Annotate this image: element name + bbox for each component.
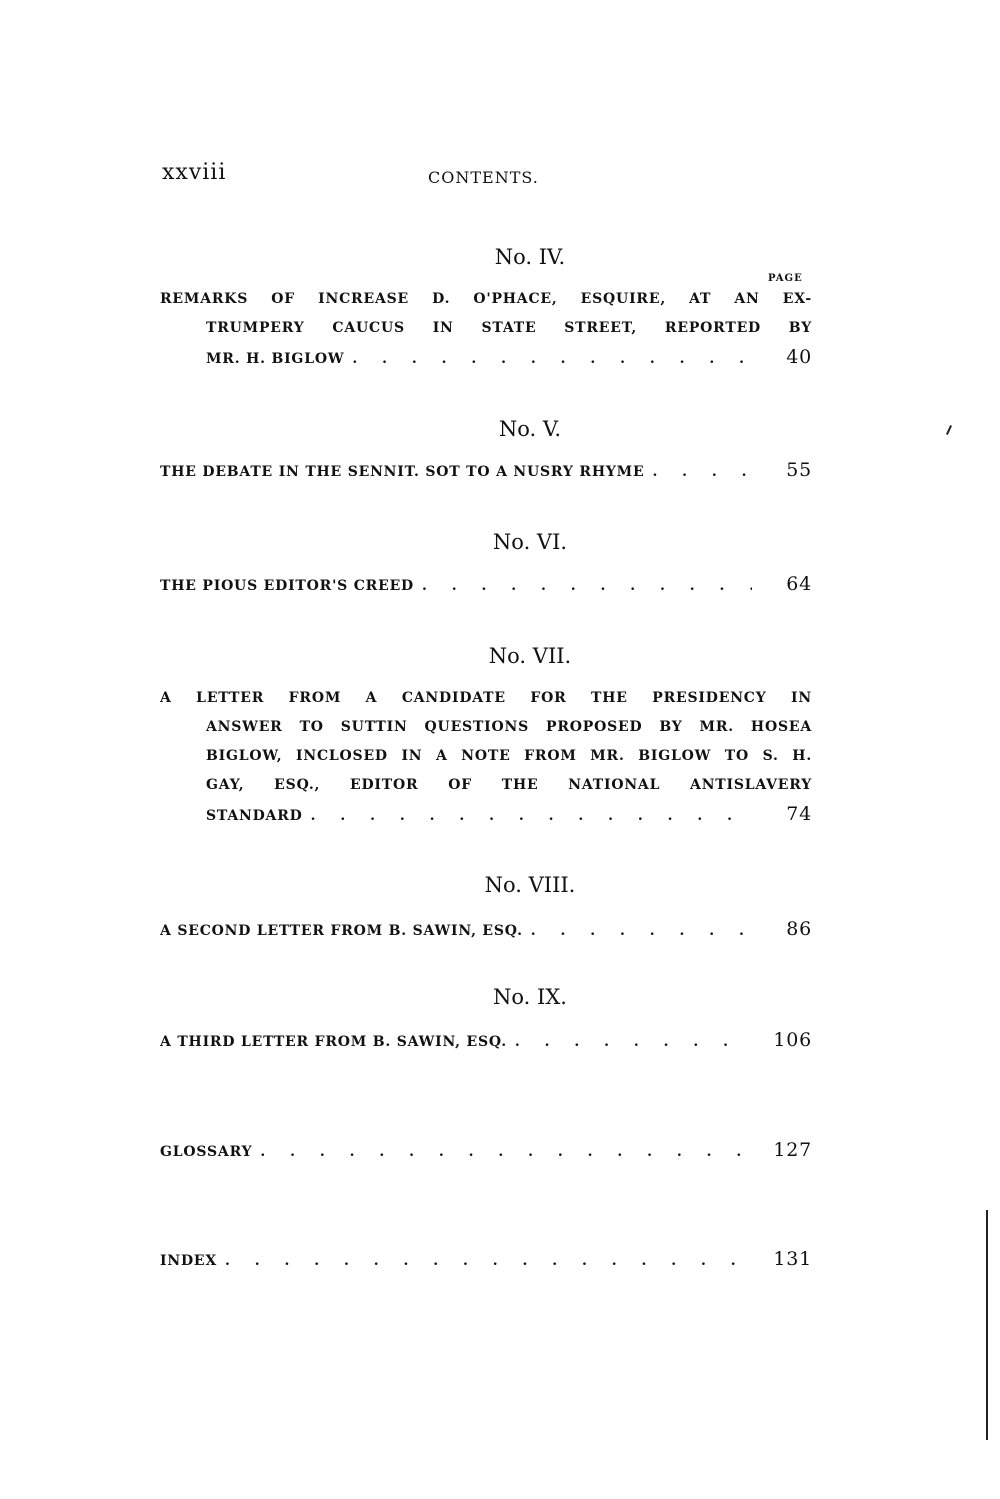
section-heading-v: No. V. <box>498 417 562 441</box>
page-ref: 55 <box>786 459 812 481</box>
page-ref: 40 <box>786 346 812 368</box>
page-ref: 131 <box>773 1248 812 1270</box>
section-heading-ix: No. IX. <box>493 985 567 1009</box>
entry-line: A SECOND LETTER FROM B. SAWIN, ESQ. <box>160 923 523 939</box>
entry-line: MR. H. BIGLOW <box>206 351 345 367</box>
entry-line: TRUMPERY CAUCUS IN STATE STREET, REPORTED BY <box>206 320 812 336</box>
page-ref: 86 <box>786 918 812 940</box>
scan-edge-mark <box>986 1210 988 1440</box>
toc-entry-vii <box>160 684 812 829</box>
entry-line: REMARKS OF INCREASE D. O'PHACE, ESQUIRE, AT AN EX- <box>160 291 812 307</box>
section-heading-vi: No. VI. <box>492 530 568 554</box>
dot-leader <box>652 458 752 485</box>
section-heading-vii: No. VII. <box>488 644 572 668</box>
dot-leader <box>225 1247 752 1274</box>
toc-entry-ix <box>160 1026 812 1055</box>
entry-line: INDEX <box>160 1253 218 1269</box>
page-ref: 106 <box>773 1029 812 1051</box>
running-head: CONTENTS. <box>428 168 539 187</box>
page-ref: 64 <box>786 573 812 595</box>
toc-entry-index <box>160 1245 812 1274</box>
dot-leader <box>352 345 752 372</box>
entry-line: ANSWER TO SUTTIN QUESTIONS PROPOSED BY MR. HOSEA <box>206 719 812 735</box>
page-column-label: PAGE <box>768 273 803 284</box>
toc-entry-vi <box>160 570 812 599</box>
entry-line: BIGLOW, INCLOSED IN A NOTE FROM MR. BIGLOW TO S. H. <box>206 748 812 764</box>
dot-leader <box>515 1028 752 1055</box>
dot-leader <box>422 572 752 599</box>
toc-entry-viii <box>160 915 812 944</box>
entry-line: GLOSSARY <box>160 1144 253 1160</box>
entry-line: A THIRD LETTER FROM B. SAWIN, ESQ. <box>160 1034 507 1050</box>
toc-entry-iv <box>160 285 812 372</box>
scan-mark <box>946 425 952 435</box>
entry-line: THE PIOUS EDITOR'S CREED <box>160 578 414 594</box>
entry-line: GAY, ESQ., EDITOR OF THE NATIONAL ANTISLAVERY <box>206 777 812 793</box>
page-ref: 74 <box>786 803 812 825</box>
dot-leader <box>531 917 752 944</box>
toc-entry-glossary <box>160 1136 812 1165</box>
dot-leader <box>311 802 752 829</box>
section-heading-viii: No. VIII. <box>484 873 576 897</box>
page-number: xxviii <box>162 160 227 185</box>
entry-line: STANDARD <box>206 808 303 824</box>
page-ref: 127 <box>773 1139 812 1161</box>
dot-leader <box>260 1138 752 1165</box>
toc-entry-v <box>160 456 812 485</box>
entry-line: A LETTER FROM A CANDIDATE FOR THE PRESIDENCY IN <box>160 690 812 706</box>
section-heading-iv: No. IV. <box>494 245 566 269</box>
entry-line: THE DEBATE IN THE SENNIT. SOT TO A NUSRY RHYME <box>160 464 645 480</box>
